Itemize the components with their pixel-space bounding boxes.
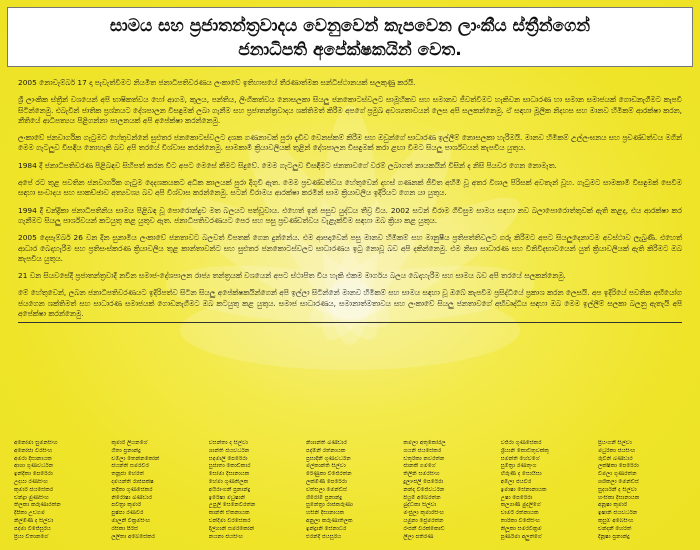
signatory-name: උෂා පෙරේරා <box>500 494 533 501</box>
signatory-name: කුමාරි ලියනගේ <box>111 440 148 446</box>
signatory-name: අමරා දිසානායක <box>14 455 52 462</box>
signatory-column <box>111 440 199 544</box>
signatory-name: ලලිතා අබේසේකර <box>111 533 156 540</box>
signatory-list <box>14 440 686 544</box>
paragraph-9: මේ හේතුවෙන්, ලබන ජනාධිපතිවරණයට ඉදිරිපත්ව සිටින සියලු අපේක්ෂකයින්ගෙන් අපි ඉල්ලා සිටින්නේ මානව හිමිකම් සහ සාමය සඳහා වූ ඔබේ කැපවීම ප්‍රසිද්ධියේ ප්‍රකාශ කරන ලෙසයි. අප ඉදිරියේ පවතින අභියෝග ජයගෙන ශක්තිමත් සහ සාධාරණ සමාජයක් ගොඩනැගීමට ඔබ කටයුතු කළ යුතුය. සමාජ සාධාරණය, සමානාත්මතාවය සහ ලංකාවේ සියලු ජනතාවගේ අභිවෘද්ධිය සඳහා ඔබ මෙම ඉල්ලීම් සලකා බලනු ඇතැයි අපි අපේක්ෂා කරන්නෙමු. <box>18 288 682 323</box>
signatory-name: සුනේත්‍රා රාජකරුණා <box>305 502 353 509</box>
signatory-name: ප්‍රියංගනී සිල්වා <box>597 440 632 446</box>
headline-line-1: සාමය සහ ප්‍රජාතන්ත්‍රවාදය වෙනුවෙන් කැපවෙන ලාංකීය ස්ත්‍රීන්ගෙන් <box>109 16 591 36</box>
signatory-name: චන්දනී හේරත් <box>597 525 632 532</box>
signatory-name: සුදර්ශනී ද සිල්වා <box>597 486 637 493</box>
signatory-name: ශිරෝමි ප්‍රනාන්දු <box>305 494 343 501</box>
paragraph-5: අපේ රට තුළ පවතින ජනවාර්ගික ගැටුම දෙදශකයකට අධික කාලයක් පුරා දිගුවී ඇත. මෙම ප්‍රචණ්ඩත්වය හේතුවෙන් දහස් ගණනක් ජීවිත අහිමි වූ අතර විශාල පිරිසක් අවතැන් වූහ. ගැටුමට සාමකාමී විසඳුමක් සෙවීම සඳහා සංවාදය සහ සාකච්ඡාව අත්‍යවශ්‍ය බව අපි විශ්වාස කරන්නෙමු. සටන් විරාමය ආරක්ෂා කරමින් සාම ක්‍රියාවලිය ඉදිරියට ගෙන යා යුතුය. <box>18 178 682 198</box>
signatory-name: උපුලි සෙනෙවිරත්න <box>208 502 256 509</box>
signatory-name: සමන්ති හේවගේ <box>500 455 540 462</box>
signatory-name: සුමිත්‍රා රණතුංග <box>500 463 537 470</box>
signatory-name: නිල්මිණී ද සිල්වා <box>14 517 54 524</box>
signatory-name: දිල්හානි සමරකෝන් <box>208 525 255 532</box>
signatory-name: පවිත්‍රා කුමාරි <box>111 502 142 509</box>
signatory-name: ලීලා පතිරණ <box>403 533 434 540</box>
signatory-column <box>501 440 589 544</box>
signatory-column <box>598 440 686 544</box>
signatory-name: අයිරාංගනී ප්‍රනාන්දු <box>208 486 251 493</box>
signatory-name: හේමා ගුණතිලක <box>208 478 249 485</box>
signatory-name: රුවිනි බණ්ඩාර <box>597 455 633 462</box>
signatory-name: නන්දා විජේවර්ධන <box>403 486 445 493</box>
signatory-name: අනෝමා සුමනසිංහ <box>14 440 58 446</box>
paragraph-3: ලංකාවේ ජනවාර්ගික ගැටුමට හේතුවන්නේ සුළුතර ජනකොටස්වලට දශක ගණනාවක් පුරා දැඩිව වෙනස්කම් කිරීම සහ ඔවුන්ගේ සාධාරණ ඉල්ලීම් නොසලකා හැරීමයි. මානව හිමිකම් උල්ලංඝනය සහ ප්‍රචණ්ඩත්වය මගින් මෙම ගැටලුව විසඳිය නොහැකි බව අපි තරයේ විශ්වාස කරන්නෙමු. සාමකාමී ක්‍රියාවලියක් තුළින් දේශපාලන විසඳුමක් කරා ළඟා වීමට සියලු පාර්ශ්වයන් කැපවිය යුතුය. <box>18 133 682 153</box>
signatory-name: අනුලා කරුණාතිලක <box>305 517 353 524</box>
signatory-name: ඉෂානි ජයවර්ධන <box>597 510 638 517</box>
signatory-name: ජානකී ගමගේ <box>403 463 436 470</box>
signatory-column <box>209 440 297 544</box>
paragraph-1: 2005 නොවැම්බර් 17 දා පැවැත්වීමට නියමිත ජනාධිපතිවරණය ලංකාවේ ඉතිහාසයේ තීරණාත්මක සන්ධිස්ථානයක් සලකුණු කරයි. <box>18 78 416 87</box>
signatory-name: මාලනී වික්‍රමසිංහ <box>111 517 151 524</box>
signatory-name: තිලිනි සමරසිංහ <box>403 471 440 478</box>
signatory-name: ප්‍රසාදිනී ගුණවර්ධන <box>305 455 351 462</box>
signatory-name: වත්සලා මෙන්ඩිස් <box>305 486 347 493</box>
signatory-name: දීපිකා උඩගම <box>14 510 45 517</box>
signatory-name: අනූෂා කුමාරි <box>597 502 628 509</box>
signatory-name: ඉරේෂා මධුෂානි <box>208 494 246 501</box>
signatory-name: පූර්ණිමා අලුත්ගේ <box>500 533 542 540</box>
signatory-name: වජිරා ගුණසේකර <box>500 440 542 446</box>
signatory-column <box>306 440 394 544</box>
signatory-name: මල්කාන්ති සිල්වා <box>305 463 346 470</box>
signatory-name: උදයා රණසිංහ <box>14 478 48 485</box>
signatory-name: තිලකා කරුණාරත්න <box>14 502 61 509</box>
signatory-name: ලක්මිණී පෙරේරා <box>305 478 347 485</box>
signatory-name: සඳමාලි පෙරේරා <box>208 455 248 462</box>
headline-banner <box>7 7 693 67</box>
signatory-name: චන්දිමා වීරසේකර <box>208 517 251 524</box>
signatory-name: දුලාංජලී පෙරේරා <box>403 478 444 485</box>
signatory-name: මංජුලා කුමාරසිංහ <box>403 510 445 517</box>
signatory-name: කුමාරි ජයසේකර <box>14 486 54 493</box>
signatory-name: කමලා අතුකෝරල <box>403 440 446 446</box>
signatory-name: අනෝජා වීරසිංහ <box>14 447 53 454</box>
signatory-name: හසිනි දිසානායක <box>305 510 345 517</box>
signatory-name: හිරුණි ද සොයිසා <box>500 471 542 478</box>
signatory-name: නදීකා ගුණසේකර <box>111 486 153 493</box>
letter-body <box>18 78 682 430</box>
signatory-name: ජයන්ති සමරවීර <box>111 463 149 470</box>
signatory-name: රසිකා පීරිස් <box>111 525 139 532</box>
signatory-name: ශ්‍රියානි කොඩිතුවක්කු <box>500 447 549 454</box>
signatory-name: එරන්දි ජයසූරිය <box>305 533 342 540</box>
signatory-name: හංසිකා දිසානායක <box>597 494 640 501</box>
signatory-name: බුද්ධිකා සිල්වා <box>403 502 437 509</box>
signatory-name: පද්මිනී රත්නායක <box>305 447 346 454</box>
signatory-name: තනූජා හේරත් <box>111 471 144 478</box>
signatory-name: තාරිකා විජේසිංහ <box>500 517 541 524</box>
signatory-name: යමුනා ප්‍රේමරත්න <box>403 517 444 524</box>
signatory-column <box>14 440 102 544</box>
headline-line-2: ජනාධිපති අපේක්ෂකයින් වෙත. <box>238 40 462 60</box>
signatory-name: සුජාතා කොඩිකාර <box>208 463 251 470</box>
signatory-name: පුෂ්පා රණවීර <box>111 510 144 517</box>
signatory-name: ආශා ගුණවර්ධන <box>14 463 54 470</box>
signatory-name: චමිලා තෙන්නකෝන් <box>111 455 160 462</box>
paragraph-2: ශ්‍රී ලාංකික ස්ත්‍රීන් වශයෙන් අපි භාෂිකත්වය හෝ ආගම, කුලය, පන්තිය, ලිංගිකත්වය නොසලකා සියලු ජනකොටස්වලට සාමූහිකව සහ සමානව ජීවත්වීමට හැකිවන සාධාරණ හා සමාන සමාජයක් ගොඩනැගීමට කැපවී සිටින්නෙමු. එබැවින් ජාතික ප්‍රශ්නයට දේශපාලන විසඳුමක් ලබා ගැනීම සහ ප්‍රජාතන්ත්‍රවාදය ශක්තිමත් කිරීම අපගේ ප්‍රමුඛ අවශ්‍යතාවයන් ලෙස අපි සලකන්නෙමු. ඒ සඳහා මූලික නිදහස සහ මානව හිමිකම් ආරක්ෂා කරන, නීතියේ ආධිපත්‍යය පිළිගන්නා පාලනයක් අපි අපේක්ෂා කරන්නෙමු. <box>18 95 682 125</box>
paragraph-7: 2005 දෙසැම්බර් 26 වන දින සුනාමිය ලංකාවේ ජනතාවට බලවත් විපතක් ගෙන දුන්නේය. එම ආපදාවෙන් පසු මානව හිමිකම් සහ මානුෂීය ප්‍රතිපත්තිවලට ගරු කිරීමට අපට සියලුදෙනාටම අවස්ථාව ලැබුණි. එහෙත් ආධාර බෙදාහැරීම සහ ප්‍රතිසංස්කරණ ක්‍රියාවලිය තුළ කාන්තාවන්ට සහ සුළුතර ජනකොටස්වලට සාධාරණය ඉටු නොවූ බව අපි දකින්නෙමු. එම නිසා සාධාරණ සහ විනිවිදභාවයෙන් යුත් ක්‍රියාවලියක් ඇති කිරීමට ඔබ කැපවිය යුතුය. <box>18 233 682 263</box>
signatory-name: කල්‍යාණි මුදලිගේ <box>500 502 541 509</box>
signatory-name: ගයනි ජයසේකර <box>403 447 442 454</box>
signatory-name: කුසුම් අබේසිංහ <box>597 517 634 524</box>
signatory-name: චතුරිකා නවරත්න <box>403 455 445 462</box>
signatory-name: වසන්තා ද සිල්වා <box>208 440 248 446</box>
signatory-column <box>403 440 491 544</box>
signatory-name: ලක්ෂිකා පෙරේරා <box>597 463 639 470</box>
signatory-name: නිරෝෂා බණ්ඩාර <box>111 494 152 501</box>
signatory-name: පද්මා විජේසූරිය <box>14 525 51 532</box>
signatory-name: පියුමි අබේරත්න <box>403 494 441 501</box>
signatory-name: මධුරිකා ජයසිංහ <box>597 447 636 454</box>
signatory-name: ඉන්දිකා පෙරේරා <box>14 471 53 478</box>
signatory-name: ශශිකලා මෙන්ඩිස් <box>597 478 639 485</box>
signatory-name: සෝමා දිසානායක <box>208 471 250 478</box>
signatory-name: ප්‍රියා විතානගේ <box>14 533 49 540</box>
signatory-name: නිශාන්ති බණ්ඩාර <box>305 440 347 446</box>
signatory-name: ගීතා ප්‍රනාන්දු <box>111 447 141 454</box>
paragraph-6: 1994 දී චන්ද්‍රිකා ජනාධිපතිනිය සාමය පිළිබඳ වූ පොරොන්දුව මත බලයට පත්වූවාය. එහෙත් ඉන් පසුව යුද්ධය තීව්‍ර විය. 2002 සටන් විරාම ගිවිසුම සාමය සඳහා නව බලාපොරොත්තුවක් ඇති කළද, එය ආරක්ෂා කර ගැනීමට සියලු පාර්ශ්වයන් කටයුතු කළ යුතුව ඇත. ජනාධිපතිවරණයට පෙර සහ පසු ප්‍රචණ්ඩත්වය වැළැක්වීම සඳහා ඔබ ක්‍රියා කළ යුතුය. <box>18 205 682 225</box>
signatory-name: රේණුකා විජේරත්න <box>305 471 352 478</box>
signatory-name: දමයන්ති රාජපක්ෂ <box>111 478 154 485</box>
paragraph-4: 1984 දී ජනාධිපතිවරණ පිළිබඳව සිහිපත් කරන විට අපට මෙසේ කීමට සිදුවේ. මෙම ගැටලුව විසඳීමට ජනතාවගේ වරම් ලබාගත් නායකයින් විසින් ද නිසි පියවර ගෙන නොමැත. <box>18 160 557 170</box>
paragraph-8: 21 වන සියවසේදී ප්‍රජාතන්ත්‍රවාදී නවීන සමාජ-දේශපාලන රාජ්‍ය තන්ත්‍රයක් වශයෙන් අපට ස්ථාපිත විය හැකි එකම මාර්ගය බලය බෙදාහැරීම සහ සාමය බව අපි තරයේ සලකන්නෙමු. <box>18 271 566 281</box>
signatory-name: චන්ද්‍රා මුණසිංහ <box>14 494 49 501</box>
signatory-name: චාමරී රත්නායක <box>500 510 539 517</box>
signatory-name: ශාන්ති ජයවර්ධන <box>208 447 250 454</box>
signatory-name: ඉන්ද්‍රානි සේනාධීර <box>305 525 347 532</box>
signatory-name: ඉමාෂා සේනානායක <box>500 486 547 493</box>
signatory-name: විමලා ගුණරත්න <box>597 471 637 478</box>
signatory-name: රංජනී වීරක්කොඩි <box>403 525 445 532</box>
signatory-name: කාන්ති ඒකනායක <box>208 510 250 517</box>
signatory-name: නයනා ජයසිංහ <box>208 533 244 540</box>
signatory-name: දිනූෂා ප්‍රනාන්දු <box>597 533 630 540</box>
signatory-name: නිලූකා සමරවික්‍රම <box>500 525 542 532</box>
signatory-name: අමිලා ජයවීර <box>500 478 532 485</box>
